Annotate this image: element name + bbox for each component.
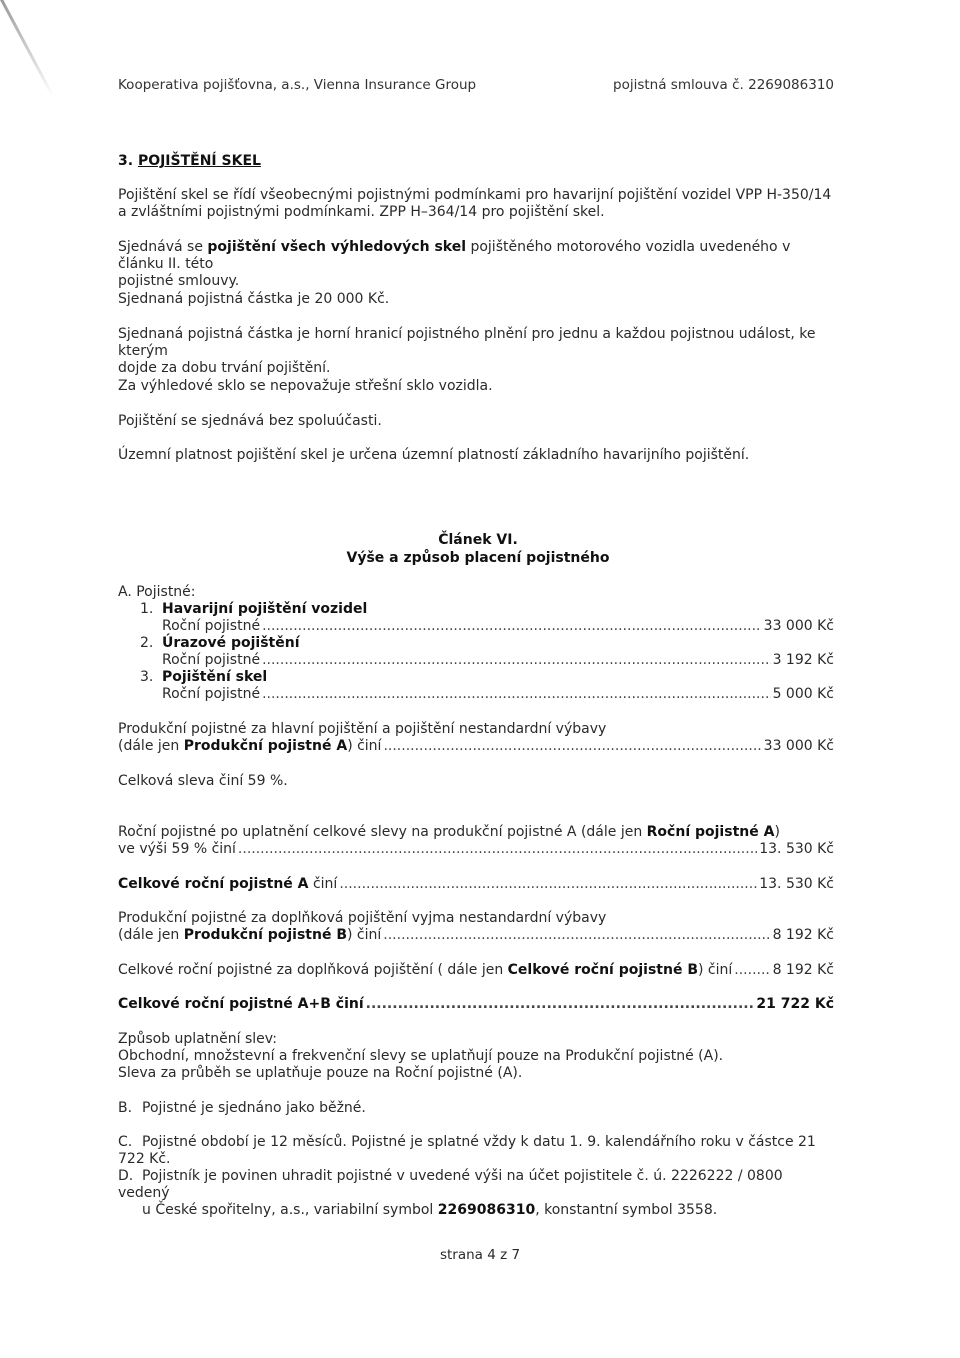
article-title: Výše a způsob placení pojistného bbox=[346, 550, 610, 566]
paragraph-line: pojistné smlouvy. bbox=[118, 273, 240, 289]
point-d: D. Pojistník je povinen uhradit pojistné v uvedené výši na účet pojistitele č. ú. 2226222 / 0800 vedený u České spořitelny, a.s., variabilní symbol 2269086310, konstantní symbol 3558. bbox=[118, 1168, 783, 1218]
section-number: 3. bbox=[118, 153, 134, 169]
header-contract-number: pojistná smlouva č. 2269086310 bbox=[613, 77, 834, 93]
paragraph-deductible: Pojištění se sjednává bez spoluúčasti. bbox=[118, 413, 382, 429]
page-number: strana 4 z 7 bbox=[439, 1247, 521, 1263]
paragraph-limit bbox=[118, 326, 838, 377]
point-c: C. Pojistné období je 12 měsíců. Pojistné je splatné vždy k datu 1. 9. kalendářního roku v částce 21 722 Kč. bbox=[118, 1134, 816, 1167]
production-premium-b-text: Produkční pojistné za doplňková pojištění vyjma nestandardní výbavy bbox=[118, 910, 607, 926]
annual-premium-a-text: Roční pojistné po uplatnění celkové slevy na produkční pojistné A (dále jen Roční pojistné A) bbox=[118, 824, 780, 840]
premium-item-row: Roční pojistné ..... 33 000 Kč bbox=[162, 618, 834, 635]
paragraph-territory: Územní platnost pojištění skel je určena územní platností základního havarijního pojištění. bbox=[118, 447, 750, 463]
total-annual-premium-b-row: Celkové roční pojistné za doplňková pojištění ( dále jen Celkové roční pojistné B) činí ..... 8 192 Kč bbox=[118, 962, 834, 979]
scan-artifact bbox=[0, 0, 54, 97]
header-company: Kooperativa pojišťovna, a.s., Vienna Insurance Group bbox=[118, 77, 477, 93]
paragraph-line: dojde za dobu trvání pojištění. bbox=[118, 360, 331, 376]
premium-intro: A. Pojistné: bbox=[118, 584, 196, 600]
discount-heading: Způsob uplatnění slev: bbox=[118, 1031, 277, 1047]
production-premium-b-row: (dále jen Produkční pojistné B) činí ..... 8 192 Kč bbox=[118, 927, 834, 944]
premium-item-row: Roční pojistné ..... 5 000 Kč bbox=[162, 686, 834, 703]
premium-item-name: 2. Úrazové pojištění bbox=[140, 635, 300, 651]
total-annual-premium-a-row: Celkové roční pojistné A činí ..... 13. 530 Kč bbox=[118, 876, 834, 893]
discount-line: Obchodní, množstevní a frekvenční slevy se uplatňují pouze na Produkční pojistné (A). bbox=[118, 1048, 724, 1064]
grand-total-row: Celkové roční pojistné A+B činí ..... 21 722 Kč bbox=[118, 996, 834, 1013]
paragraph-line: Sjednává se pojištění všech výhledových skel pojištěného motorového vozidla uvedeného v článku II. této bbox=[118, 239, 791, 272]
premium-item-name: 1. Havarijní pojištění vozidel bbox=[140, 601, 368, 617]
annual-premium-a-row: ve výši 59 % činí ..... 13. 530 Kč bbox=[118, 841, 834, 858]
paragraph-line: Sjednaná pojistná částka je horní hranicí pojistného plnění pro jednu a každou pojistnou událost, ke kterým bbox=[118, 326, 816, 359]
paragraph-line: a zvláštními pojistnými podmínkami. ZPP H–364/14 pro pojištění skel. bbox=[118, 204, 605, 220]
discount-rules bbox=[118, 1031, 838, 1082]
paragraph-scope bbox=[118, 239, 838, 290]
paragraph-sum: Sjednaná pojistná částka je 20 000 Kč. bbox=[118, 291, 390, 307]
paragraph-conditions bbox=[118, 187, 838, 221]
production-premium-a-text: Produkční pojistné za hlavní pojištění a pojištění nestandardní výbavy bbox=[118, 721, 607, 737]
section-title bbox=[118, 153, 261, 169]
premium-item-row: Roční pojistné ..... 3 192 Kč bbox=[162, 652, 834, 669]
paragraph-line: Pojištění skel se řídí všeobecnými pojistnými podmínkami pro havarijní pojištění vozidel VPP H-350/14 bbox=[118, 187, 832, 203]
discount-line: Sleva za průběh se uplatňuje pouze na Roční pojistné (A). bbox=[118, 1065, 523, 1081]
premium-item-name: 3. Pojištění skel bbox=[140, 669, 268, 685]
total-discount: Celková sleva činí 59 %. bbox=[118, 773, 288, 789]
section-name: POJIŠTĚNÍ SKEL bbox=[137, 153, 261, 169]
point-b: B. Pojistné je sjednáno jako běžné. bbox=[118, 1100, 366, 1116]
article-number: Článek VI. bbox=[438, 532, 518, 548]
production-premium-a-row: (dále jen Produkční pojistné A) činí ..... 33 000 Kč bbox=[118, 738, 834, 755]
paragraph-roof-glass: Za výhledové sklo se nepovažuje střešní sklo vozidla. bbox=[118, 378, 493, 394]
